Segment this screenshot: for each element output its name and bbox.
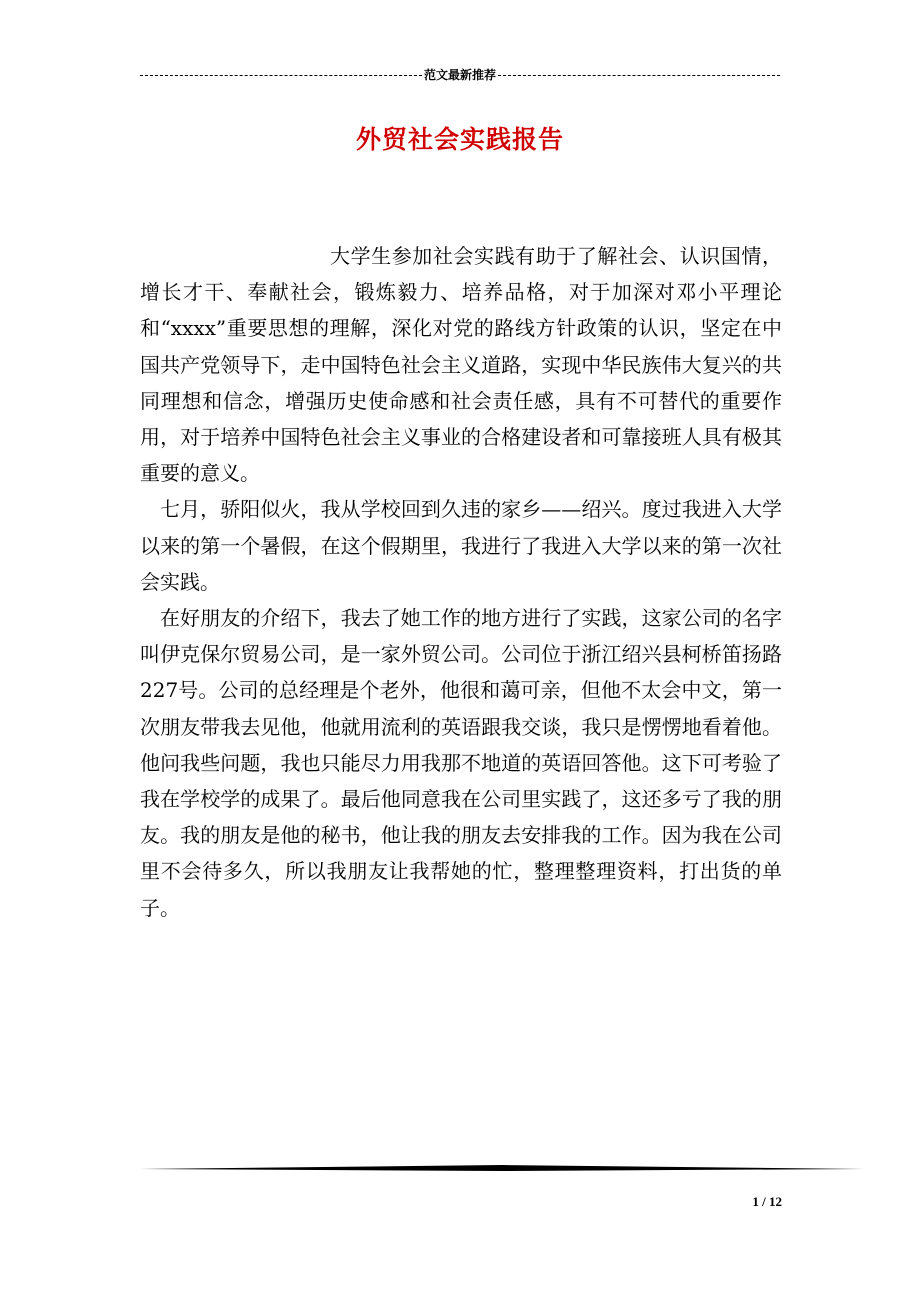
- paragraph-2: 七月，骄阳似火，我从学校回到久违的家乡——绍兴。度过我进入大学以来的第一个暑假，在这个假期里，我进行了我进入大学以来的第一次社会实践。: [140, 497, 782, 594]
- document-title: 外贸社会实践报告: [355, 125, 564, 154]
- paragraph-3: 在好朋友的介绍下，我去了她工作的地方进行了实践，这家公司的名字叫伊克保尔贸易公司，是一家外贸公司。公司位于浙江绍兴县柯桥笛扬路227号。公司的总经理是个老外，他很和蔼可亲，但他不太会中文，第一次朋友带我去见他，他就用流利的英语跟我交谈，我只是愣愣地看着他。他问我些问题，我也只能尽力用我那不地道的英语回答他。这下可考验了我在学校学的成果了。最后他同意我在公司里实践了，这还多亏了我的朋友。我的朋友是他的秘书，他让我的朋友去安排我的工作。因为我在公司里不会待多久，所以我朋友让我帮她的忙，整理整理资料，打出货的单子。: [140, 606, 782, 920]
- page-number: 1 / 12: [752, 1194, 782, 1209]
- header-dash-left: [140, 75, 422, 76]
- footer-rule: [140, 1164, 864, 1172]
- header-dash-right: [498, 75, 780, 76]
- paragraph-1: 大学生参加社会实践有助于了解社会、认识国情，增长才干、奉献社会，锻炼毅力、培养品格，对于加深对邓小平理论和“xxxx”重要思想的理解，深化对党的路线方针政策的认识，坚定在中国共产党领导下，走中国特色社会主义道路，实现中华民族伟大复兴的共同理想和信念，增强历史使命感和社会责任感，具有不可替代的重要作用，对于培养中国特色社会主义事业的合格建设者和可靠接班人具有极其重要的意义。: [140, 244, 782, 486]
- header-label: 范文最新推荐: [424, 68, 497, 82]
- document-body: [140, 238, 782, 926]
- page-header: [140, 66, 780, 84]
